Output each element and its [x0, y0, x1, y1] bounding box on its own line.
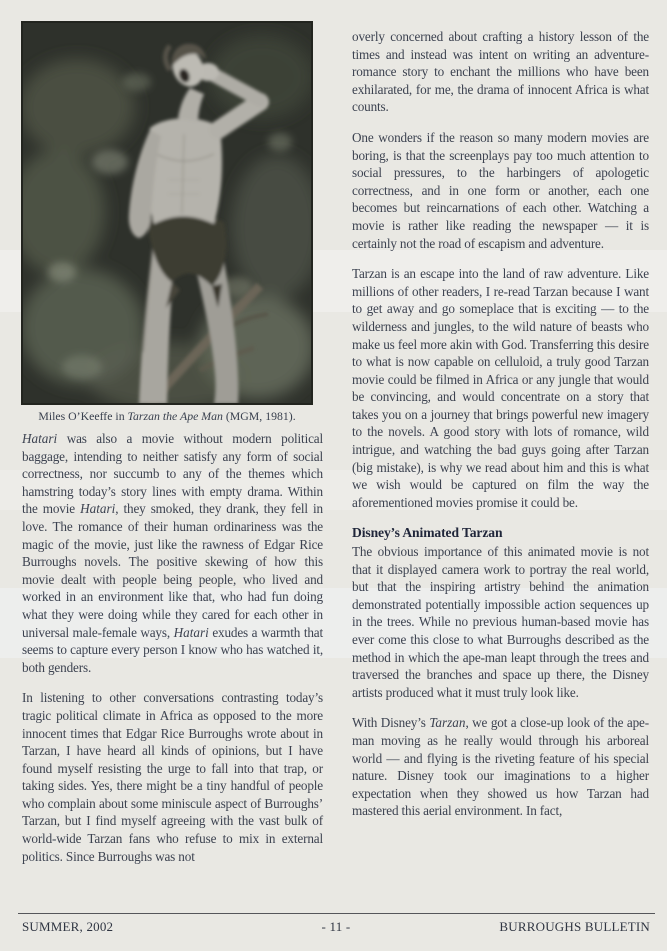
- paragraph-disneys-tarzan: With Disney’s Tarzan, we got a close-up look of the ape-man moving as he really would through his arboreal world — and flying is the riveting feature of his special nature. Disney took our imaginations to a higher expectation when they showed us how Tarzan had mastered this aerial environment. In fact,: [352, 715, 649, 819]
- footer-publication-title: BURROUGHS BULLETIN: [499, 919, 650, 934]
- paragraph-escape: Tarzan is an escape into the land of raw adventure. Like millions of other readers, I re-read Tarzan because I want to get away and go someplace that is exciting — to the wilderness and jungles, to the wild nature of beasts who make us feel more akin with God. Transferring this desire to what is now capable on celluloid, a truly good Tarzan movie could be filmed in Africa or any jungle that would be convincing, and would concentrate on a story that takes you on a journey that brings powerful new imagery to the novels. A good story with lots of romance, wild intrigue, and watching the bad guys going after Tarzan (big mistake), is why we read about him and this is what we wish would be captured on film the way the aforementioned movies promise it could be.: [352, 266, 649, 510]
- left-column: [22, 430, 323, 865]
- photo-caption: Miles O’Keeffe in Tarzan the Ape Man (MGM, 1981).: [38, 409, 296, 423]
- page-footer: [22, 919, 650, 935]
- paragraph-politics: In listening to other conversations contrasting today’s tragic political climate in Africa as opposed to the more innocent times that Edgar Rice Burroughs wrote about in Tarzan, I have heard all kinds of opinions, but I have found myself resisting the urge to fall into that trap, or taking sides. Yes, there might be a tiny handful of people who complain about some miniscule aspect of Burroughs’ Tarzan, but I find myself agreeing with the vast bulk of world-wide Tarzan fans who refuse to mix in external politics. Since Burroughs was not: [22, 690, 323, 864]
- section-heading-disneys-animated-tarzan: Disney’s Animated Tarzan: [352, 525, 503, 541]
- paragraph-animated-importance: The obvious importance of this animated movie is not that it displayed camera work to portray the real world, but that the inspiring artistry behind the animation demonstrated potentially impossible action sequences up in the trees. While no previous human-based movie has ever come this close to what Burroughs described as the method in which the ape-man leapt through the trees and traversed the branches and space up there, the Disney artists produced what it must truly look like.: [352, 544, 649, 700]
- right-column: [352, 28, 649, 820]
- footer-issue-date: SUMMER, 2002: [22, 919, 114, 934]
- paragraph-hatari: Hatari was also a movie without modern political baggage, intending to neither satisfy any form of social correctness, nor succumb to any of the themes which hamstring today’s story lines with empty drama. Within the movie Hatari, they smoked, they drank, they fell in love. The romance of their human ordinariness was the magic of the movie, just like the rawness of Edgar Rice Burroughs novels. The positive skewing of how this movie dealt with people being people, who lived and worked in an environment like that, who had fun doing what they were doing while they cared for each other in universal male-female ways, Hatari exudes a warmth that seems to capture every person I know who has watched it, both genders.: [22, 431, 323, 675]
- tarzan-photo: [22, 22, 312, 404]
- paragraph-overly-concerned: overly concerned about crafting a history lesson of the times and instead was intent on writing an adventure-romance story to enchant the millions who have been exhilarated, for me, the drama of innocent Africa is what counts.: [352, 29, 649, 115]
- paragraph-modern-movies: One wonders if the reason so many modern movies are boring, is that the screenplays pay too much attention to social pressures, to the harbingers of apologetic correctness, and in one form or another, each one becomes but reincarnations of each other. Watching a movie is rather like reading the newspaper — it is certainly not the road of escapism and adventure.: [352, 129, 649, 251]
- tarzan-photo-illustration: [22, 22, 312, 404]
- footer-page-number: - 11 -: [321, 919, 351, 934]
- footer-divider: [18, 913, 655, 914]
